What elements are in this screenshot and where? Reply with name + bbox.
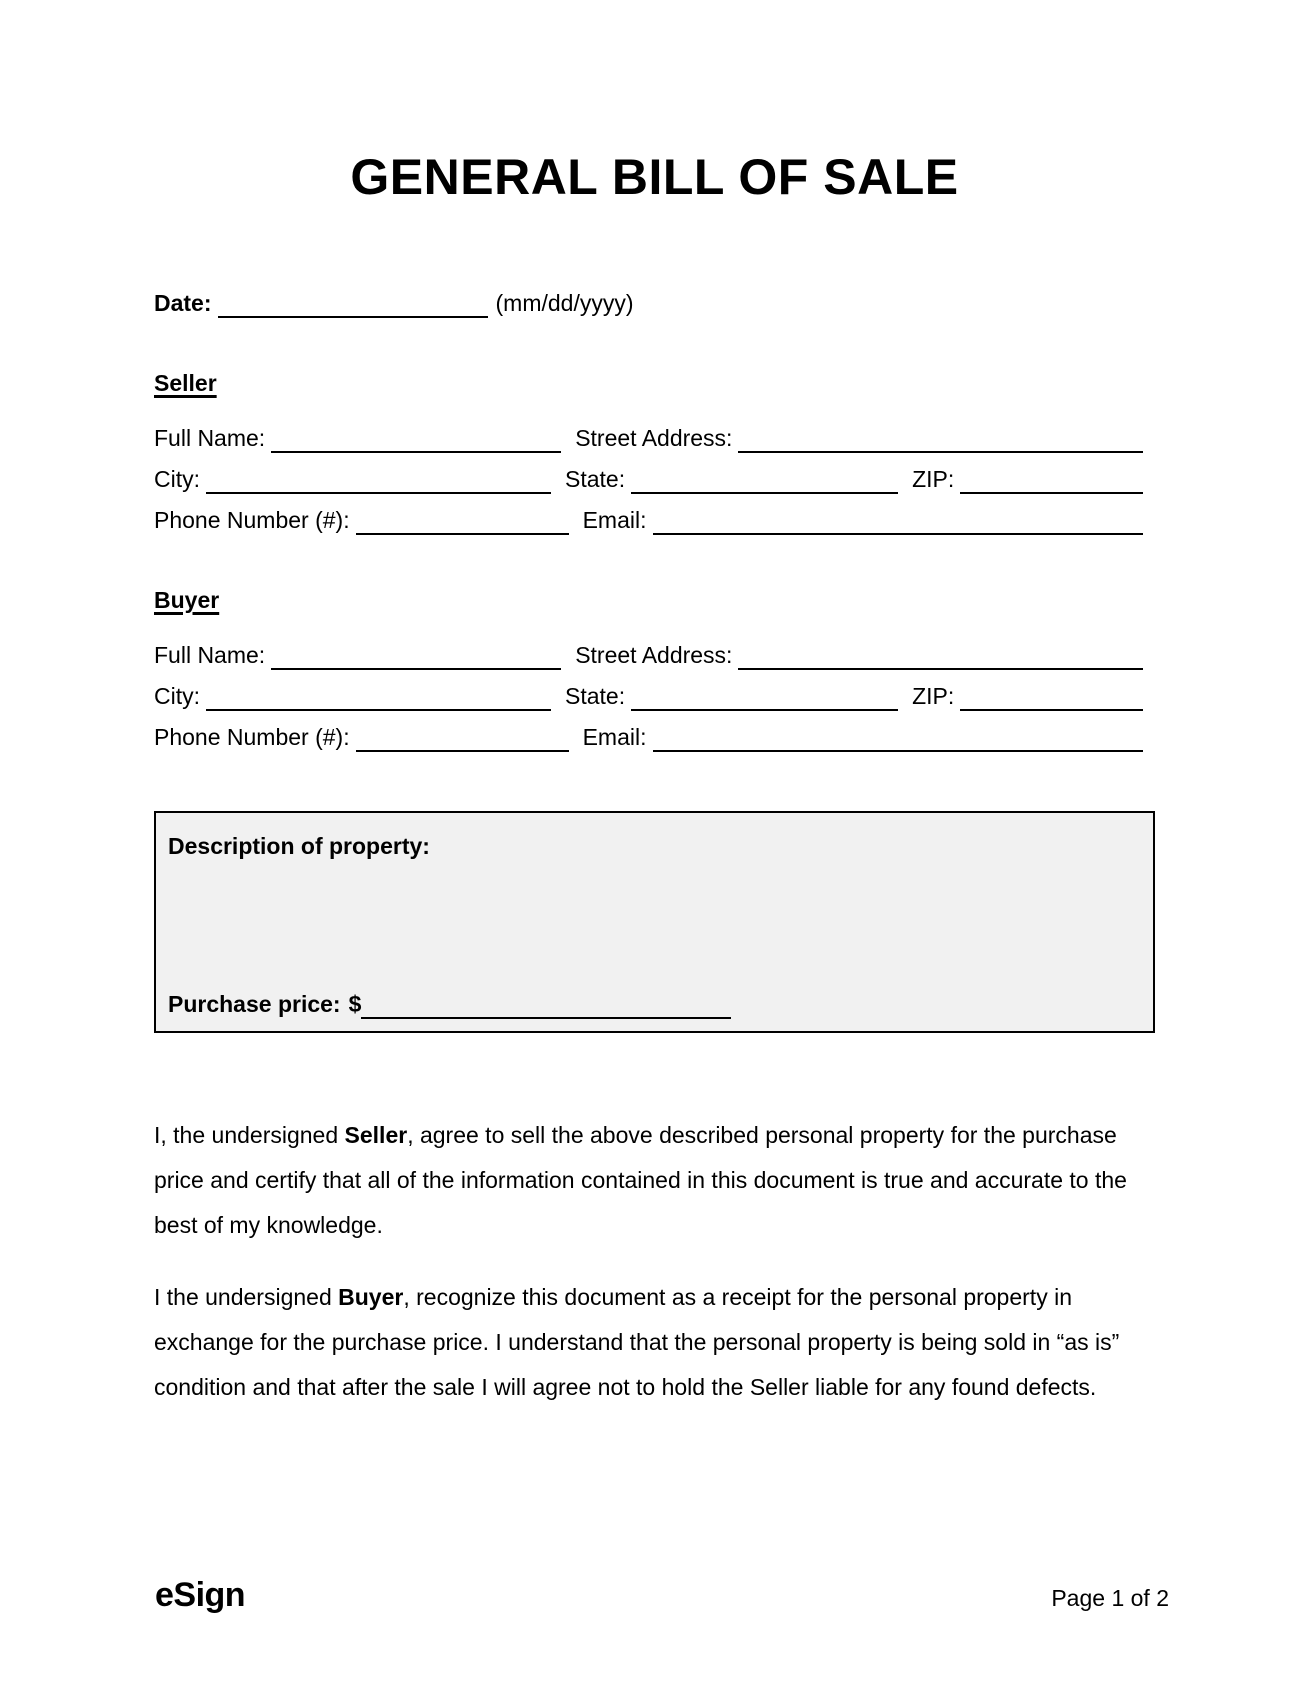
seller-full-name-label: Full Name: bbox=[154, 425, 266, 451]
property-box bbox=[154, 811, 1155, 1033]
buyer-statement-body: , recognize this document as a receipt for the personal property in exchange for the purchase price. I understand that the personal property is being sold in “as is” condition and that after the sale I will agree not to hold the Seller liable for any found defects. bbox=[154, 1284, 1120, 1400]
buyer-heading: Buyer bbox=[154, 587, 220, 613]
buyer-section bbox=[154, 585, 1155, 752]
seller-email-label: Email: bbox=[582, 507, 647, 533]
property-description-area[interactable] bbox=[168, 860, 1139, 989]
property-description-label: Description of property: bbox=[168, 833, 430, 859]
buyer-city-label: City: bbox=[154, 683, 200, 709]
buyer-phone-label: Phone Number (#): bbox=[154, 724, 350, 750]
document-content bbox=[154, 0, 1155, 1410]
purchase-price-input[interactable] bbox=[361, 989, 731, 1019]
seller-street-address-label: Street Address: bbox=[575, 425, 733, 451]
seller-zip-input[interactable] bbox=[960, 464, 1143, 494]
seller-zip-label: ZIP: bbox=[912, 466, 955, 492]
page-title: GENERAL BILL OF SALE bbox=[350, 149, 959, 205]
esign-logo: eSign bbox=[155, 1576, 246, 1614]
buyer-statement-intro: I the undersigned bbox=[154, 1284, 339, 1310]
seller-phone-input[interactable] bbox=[356, 505, 569, 535]
seller-phone-label: Phone Number (#): bbox=[154, 507, 350, 533]
seller-heading: Seller bbox=[154, 370, 217, 396]
seller-section bbox=[154, 368, 1155, 535]
date-row bbox=[154, 288, 1155, 318]
date-input[interactable] bbox=[218, 288, 488, 318]
seller-city-state-zip-row bbox=[154, 464, 1155, 494]
buyer-zip-input[interactable] bbox=[960, 681, 1143, 711]
seller-city-input[interactable] bbox=[206, 464, 551, 494]
buyer-state-label: State: bbox=[565, 683, 626, 709]
seller-city-label: City: bbox=[154, 466, 200, 492]
seller-statement-party: Seller bbox=[344, 1122, 408, 1148]
seller-phone-email-row bbox=[154, 505, 1155, 535]
buyer-email-input[interactable] bbox=[653, 722, 1144, 752]
seller-email-input[interactable] bbox=[653, 505, 1144, 535]
currency-symbol: $ bbox=[348, 991, 362, 1017]
seller-state-input[interactable] bbox=[631, 464, 898, 494]
buyer-statement-party: Buyer bbox=[338, 1284, 404, 1310]
seller-full-name-input[interactable] bbox=[271, 423, 561, 453]
page-indicator: Page 1 of 2 bbox=[1051, 1585, 1169, 1611]
buyer-phone-email-row bbox=[154, 722, 1155, 752]
buyer-street-address-input[interactable] bbox=[738, 640, 1143, 670]
buyer-name-address-row bbox=[154, 640, 1155, 670]
buyer-zip-label: ZIP: bbox=[912, 683, 955, 709]
buyer-email-label: Email: bbox=[582, 724, 647, 750]
seller-statement-body: , agree to sell the above described personal property for the purchase price and certify that all of the information contained in this document is true and accurate to the best of my knowledge. bbox=[154, 1122, 1127, 1238]
seller-statement bbox=[154, 1113, 1155, 1248]
buyer-phone-input[interactable] bbox=[356, 722, 569, 752]
date-label: Date: bbox=[154, 290, 212, 316]
buyer-street-address-label: Street Address: bbox=[575, 642, 733, 668]
seller-name-address-row bbox=[154, 423, 1155, 453]
footer bbox=[155, 1576, 1169, 1615]
buyer-state-input[interactable] bbox=[631, 681, 898, 711]
buyer-city-state-zip-row bbox=[154, 681, 1155, 711]
purchase-price-row bbox=[168, 989, 1139, 1019]
buyer-city-input[interactable] bbox=[206, 681, 551, 711]
seller-state-label: State: bbox=[565, 466, 626, 492]
buyer-full-name-input[interactable] bbox=[271, 640, 561, 670]
date-format-hint: (mm/dd/yyyy) bbox=[495, 290, 634, 316]
seller-street-address-input[interactable] bbox=[738, 423, 1143, 453]
purchase-price-label: Purchase price: bbox=[168, 991, 341, 1017]
buyer-statement bbox=[154, 1275, 1155, 1410]
seller-statement-intro: I, the undersigned bbox=[154, 1122, 345, 1148]
buyer-full-name-label: Full Name: bbox=[154, 642, 266, 668]
